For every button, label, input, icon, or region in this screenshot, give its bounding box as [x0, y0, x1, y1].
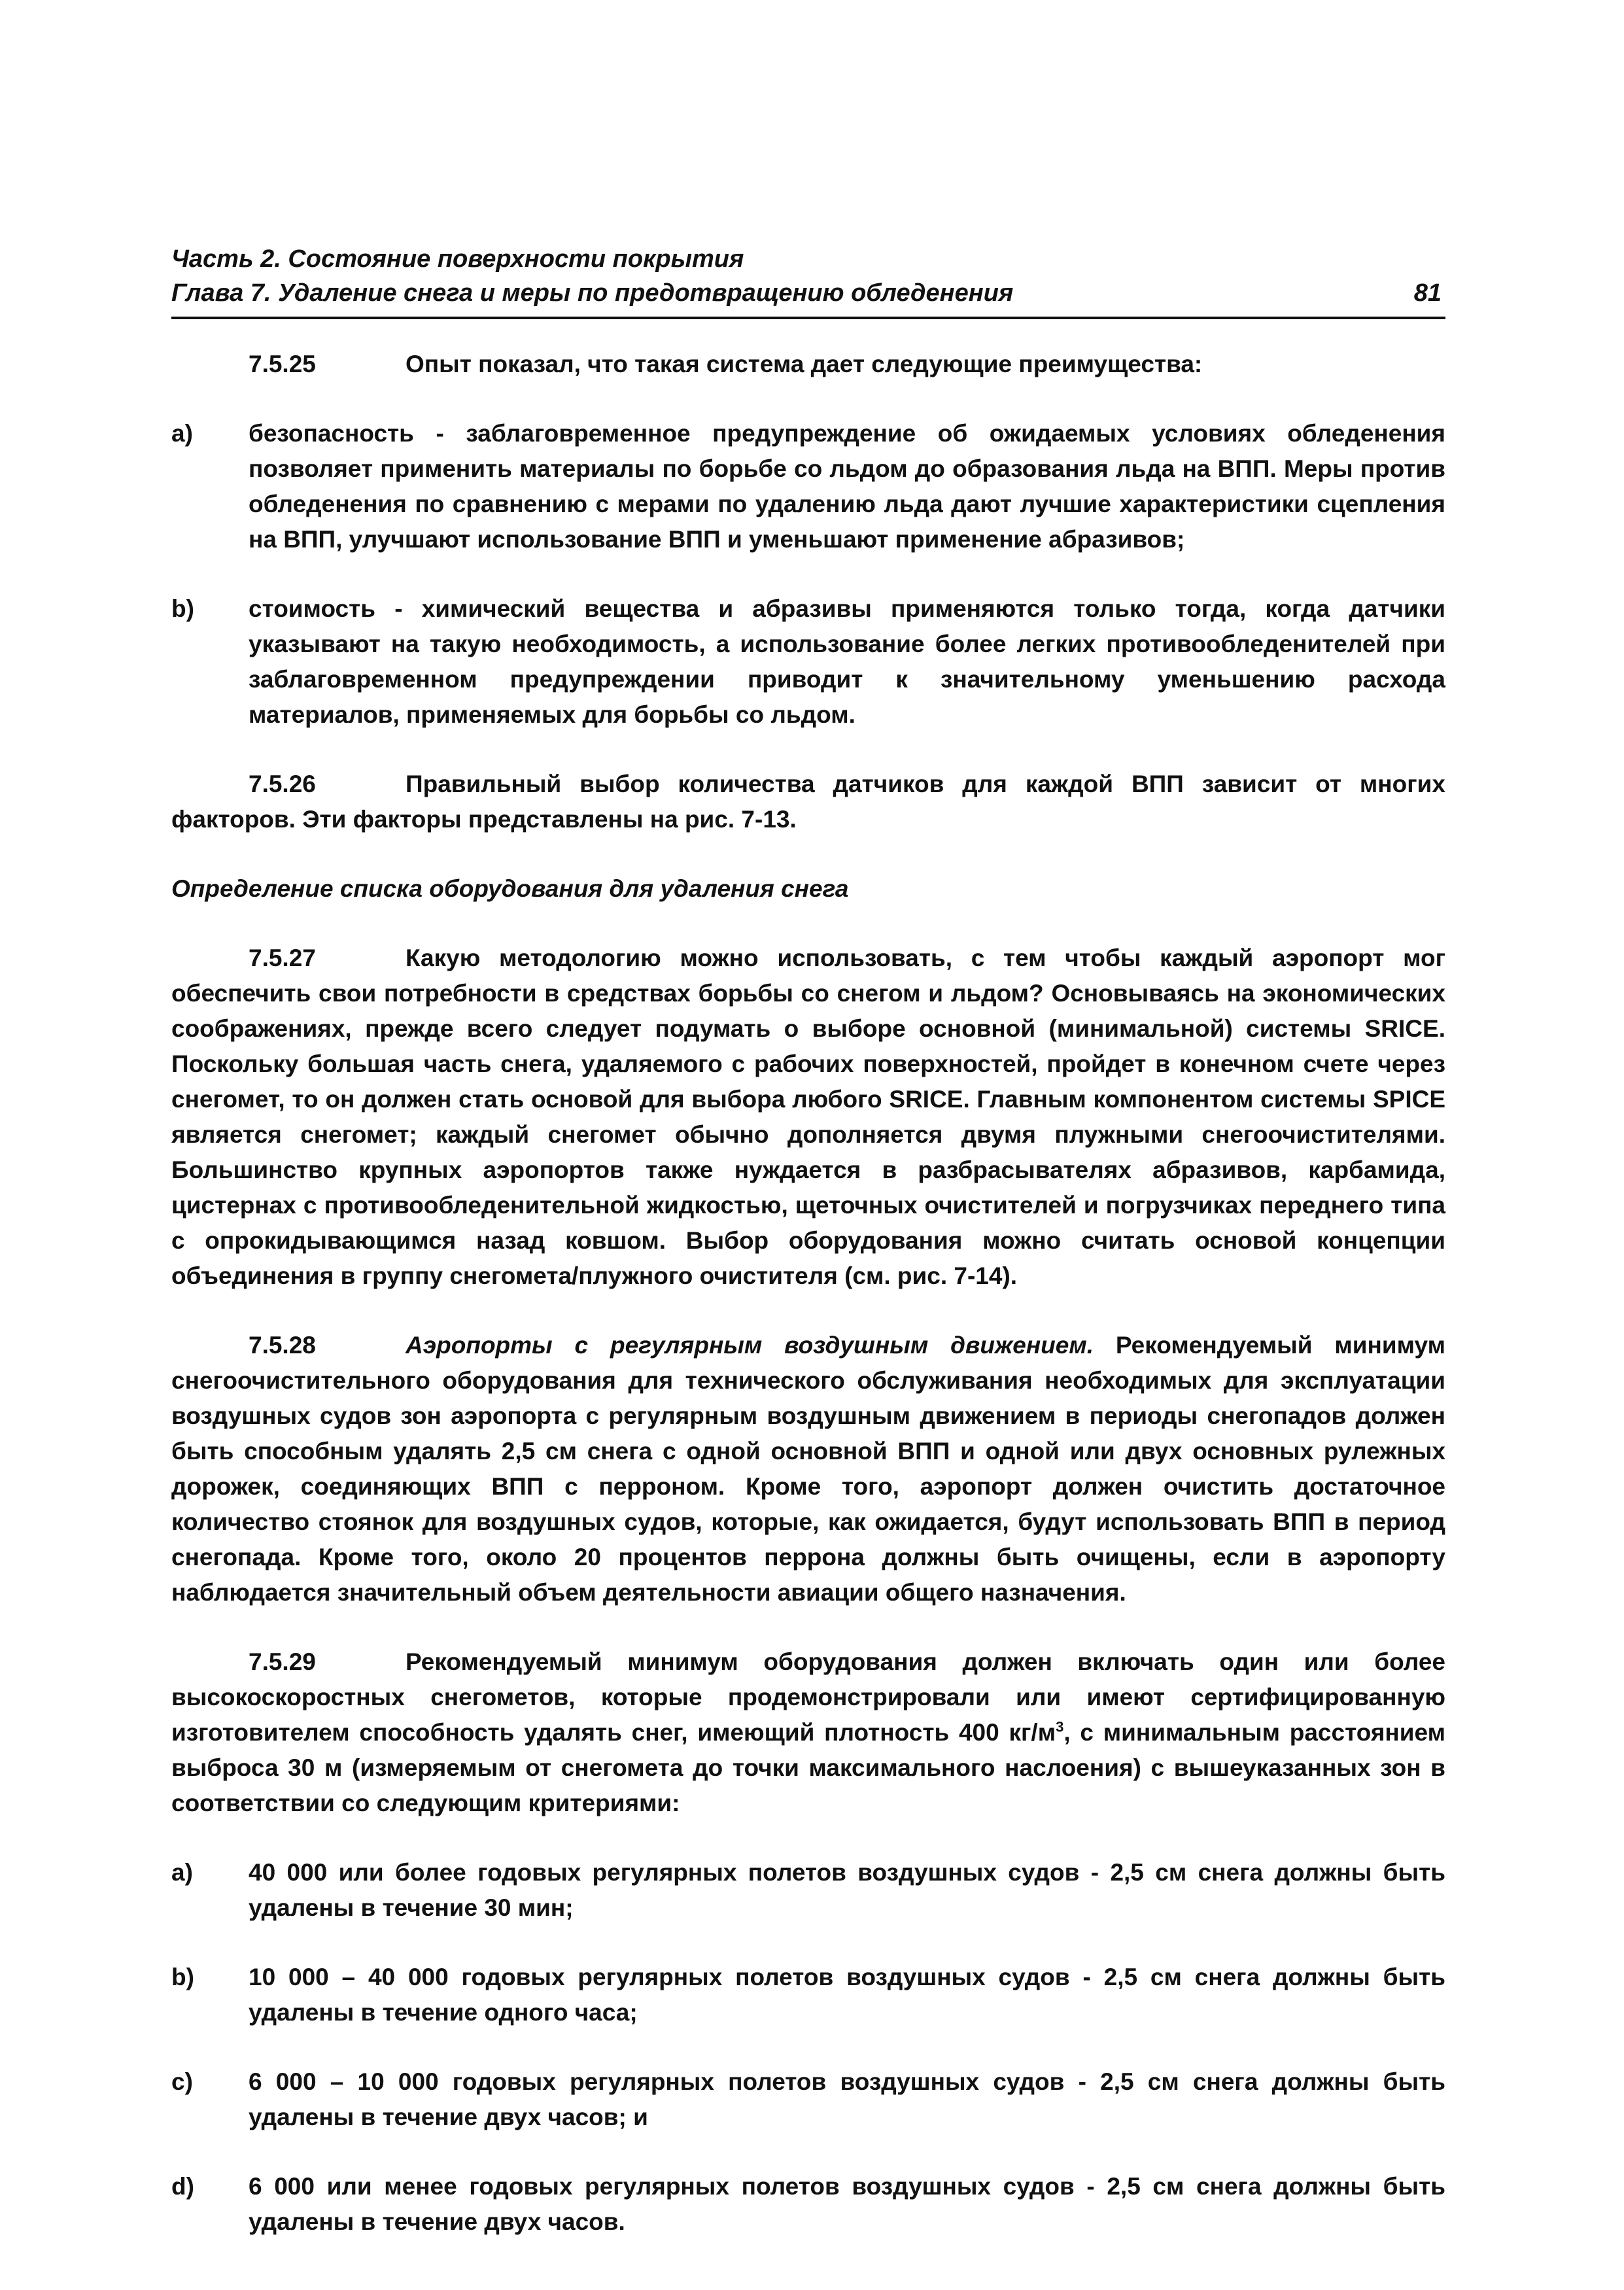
paragraph-text: Опыт показал, что такая система дает следующие преимущества:: [406, 351, 1203, 377]
page-number: 81: [1413, 279, 1442, 307]
paragraph-number: 7.5.26: [249, 771, 316, 797]
list-item: [171, 1855, 1445, 1926]
list-item-text: 10 000 – 40 000 годовых регулярных полетов воздушных судов - 2,5 см снега должны быть удалены в течение одного часа;: [249, 1964, 1445, 2026]
header-part-title: Часть 2. Состояние поверхности покрытия: [171, 245, 744, 273]
list-item: [171, 2169, 1445, 2240]
paragraph-text: Рекомендуемый минимум оборудования должен включать один или более высокоскоростных снегометов, которые продемонстрировали или имеют сертифицированную изготовителем способность удалять снег, имеющий плотность 400 кг/м: [171, 1648, 1445, 1746]
paragraph-7-5-28: [171, 1328, 1445, 1610]
list-item: [171, 591, 1445, 733]
paragraph-number: 7.5.28: [249, 1332, 316, 1359]
list-item-label: c): [171, 2068, 193, 2095]
list-item-text: безопасность - заблаговременное предупреждение об ожидаемых условиях обледенения позволяет применить материалы по борьбе со льдом до образования льда на ВПП. Меры против обледенения по сравнению с мерами по удалению льда дают лучшие характеристики сцепления на ВПП, улучшают использование ВПП и уменьшают применение абразивов;: [249, 420, 1445, 553]
paragraph-number: 7.5.25: [249, 351, 316, 377]
running-header: [171, 242, 1445, 310]
paragraph-number: 7.5.27: [249, 945, 316, 971]
section-subheading: Определение списка оборудования для удаления снега: [171, 875, 849, 902]
paragraph-text: Рекомендуемый минимум снегоочистительного оборудования для технического обслуживания необходимых для эксплуатации воздушных судов зон аэропорта с регулярным воздушным движением в периоды снегопадов должен быть способным удалять 2,5 см снега с одной основной ВПП и одной или двух основных рулежных дорожек, соединяющих ВПП с перроном. Кроме того, аэропорт должен очистить достаточное количество стоянок для воздушных судов, которые, как ожидается, будут использовать ВПП в период снегопада. Кроме того, около 20 процентов перрона должны быть очищены, если в аэропорту наблюдается значительный объем деятельности авиации общего назначения.: [171, 1332, 1445, 1606]
list-item: [171, 2064, 1445, 2135]
document-page: [171, 242, 1445, 2274]
list-item-text: 6 000 или менее годовых регулярных полетов воздушных судов - 2,5 см снега должны быть удалены в течение двух часов.: [249, 2173, 1445, 2235]
list-item: [171, 416, 1445, 557]
paragraph-7-5-25: [171, 347, 1445, 382]
list-item-label: b): [171, 1964, 194, 1990]
paragraph-text: Какую методологию можно использовать, с тем чтобы каждый аэропорт мог обеспечить свои потребности в средствах борьбы со снегом и льдом? Основываясь на экономических соображениях, прежде всего следует подумать о выборе основной (минимальной) системы SRICE. Поскольку большая часть снега, удаляемого с рабочих поверхностей, пройдет в конечном счете через снегомет, то он должен стать основой для выбора любого SRICE. Главным компонентом системы SPICE является снегомет; каждый снегомет обычно дополняется двумя плужными снегоочистителями. Большинство крупных аэропортов также нуждается в разбрасывателях абразивов, карбамида, цистернах с противообледенительной жидкостью, щеточных очистителей и погрузчиках переднего типа с опрокидывающимся назад ковшом. Выбор оборудования можно считать основой концепции объединения в группу снегомета/плужного очистителя (см. рис. 7-14).: [171, 945, 1445, 1289]
list-item-label: a): [171, 420, 193, 447]
paragraph-number: 7.5.29: [249, 1648, 316, 1675]
paragraph-7-5-27: [171, 941, 1445, 1294]
superscript: 3: [1056, 1718, 1064, 1735]
header-chapter-title: Глава 7. Удаление снега и меры по предотвращению обледенения: [171, 279, 1014, 307]
list-item-text: стоимость - химический вещества и абразивы применяются только тогда, когда датчики указывают на такую необходимость, а использование более легких противообледенителей при заблаговременном предупреждении приводит к значительному уменьшению расхода материалов, применяемых для борьбы со льдом.: [249, 595, 1445, 728]
header-rule: [171, 317, 1445, 319]
paragraph-7-5-26: [171, 767, 1445, 837]
list-item-text: 6 000 – 10 000 годовых регулярных полетов воздушных судов - 2,5 см снега должны быть удалены в течение двух часов; и: [249, 2068, 1445, 2130]
list-item-text: 40 000 или более годовых регулярных полетов воздушных судов - 2,5 см снега должны быть удалены в течение 30 мин;: [249, 1859, 1445, 1921]
paragraph-7-5-29: [171, 1644, 1445, 1821]
list-item-label: d): [171, 2173, 194, 2200]
list-item-label: a): [171, 1859, 193, 1886]
list-item: [171, 1960, 1445, 2030]
paragraph-text: Правильный выбор количества датчиков для каждой ВПП зависит от многих факторов. Эти факторы представлены на рис. 7-13.: [171, 771, 1445, 833]
paragraph-text-continued: , с минимальным расстоянием выброса 30 м (измеряемым от снегомета до точки максимального наслоения) с вышеуказанных зон в соответствии со следующим критериями:: [171, 1719, 1445, 1816]
paragraph-italic-lead: Аэропорты с регулярным воздушным движением.: [406, 1332, 1094, 1359]
list-item-label: b): [171, 595, 194, 622]
